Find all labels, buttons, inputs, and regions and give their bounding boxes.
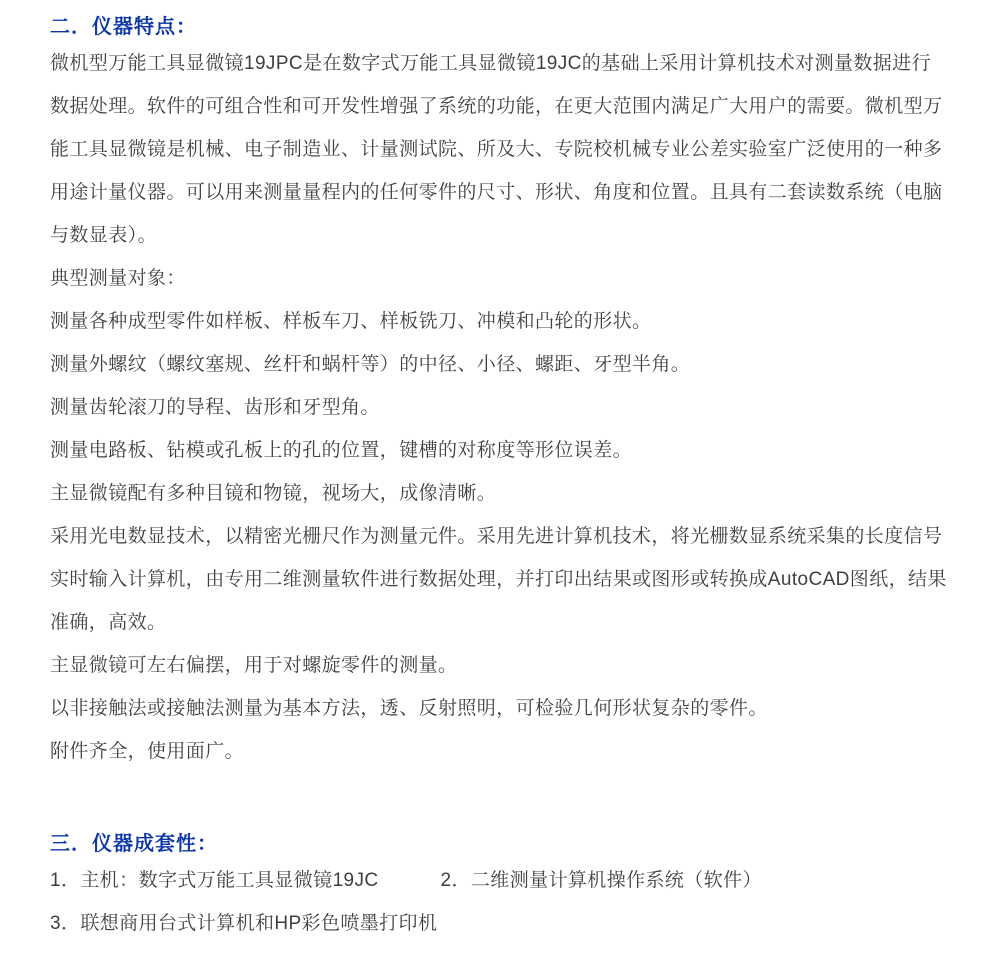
- paragraph-grating-technology: 采用光电数显技术，以精密光栅尺作为测量元件。采用先进计算机技术，将光栅数显系统采集的长度信号实时输入计算机，由专用二维测量软件进行数据处理，并打印出结果或图形或转换成AutoCAD图纸，结果准确，高效。: [50, 526, 947, 633]
- line-circuit-board: 测量电路板、钻模或孔板上的孔的位置，键槽的对称度等形位误差。: [50, 440, 633, 461]
- completeness-item-computer-printer: 3．联想商用台式计算机和HP彩色喷墨打印机: [50, 913, 438, 934]
- section-features-heading: 二．仪器特点：: [50, 16, 197, 38]
- line-main-microscope-optics: 主显微镜配有多种目镜和物镜，视场大，成像清晰。: [50, 483, 497, 504]
- paragraph-overview: 微机型万能工具显微镜19JPC是在数字式万能工具显微镜19JC的基础上采用计算机技术对测量数据进行数据处理。软件的可组合性和可开发性增强了系统的功能，在更大范围内满足广大用户的需要。微机型万能工具显微镜是机械、电子制造业、计量测试院、所及大、专院校机械专业公差实验室广泛使用的一种多用途计量仪器。可以用来测量量程内的任何零件的尺寸、形状、角度和位置。且具有二套读数系统（电脑与数显表）。: [50, 53, 943, 246]
- line-typical-objects-label: 典型测量对象：: [50, 268, 186, 289]
- line-swing-measurement: 主显微镜可左右偏摆，用于对螺旋零件的测量。: [50, 655, 458, 676]
- line-accessories: 附件齐全，使用面广。: [50, 741, 245, 762]
- completeness-item-host: 1．主机：数字式万能工具显微镜19JC: [50, 870, 379, 891]
- line-contact-methods: 以非接触法或接触法测量为基本方法，透、反射照明，可检验几何形状复杂的零件。: [50, 698, 768, 719]
- line-gear-hob: 测量齿轮滚刀的导程、齿形和牙型角。: [50, 397, 380, 418]
- completeness-item-software: 2．二维测量计算机操作系统（软件）: [440, 870, 762, 891]
- section-completeness-heading: 三．仪器成套性：: [50, 833, 218, 855]
- completeness-items-row: [50, 859, 950, 902]
- line-shaped-parts: 测量各种成型零件如样板、样板车刀、样板铣刀、冲模和凸轮的形状。: [50, 311, 652, 332]
- line-external-thread: 测量外螺纹（螺纹塞规、丝杆和蜗杆等）的中径、小径、螺距、牙型半角。: [50, 354, 691, 375]
